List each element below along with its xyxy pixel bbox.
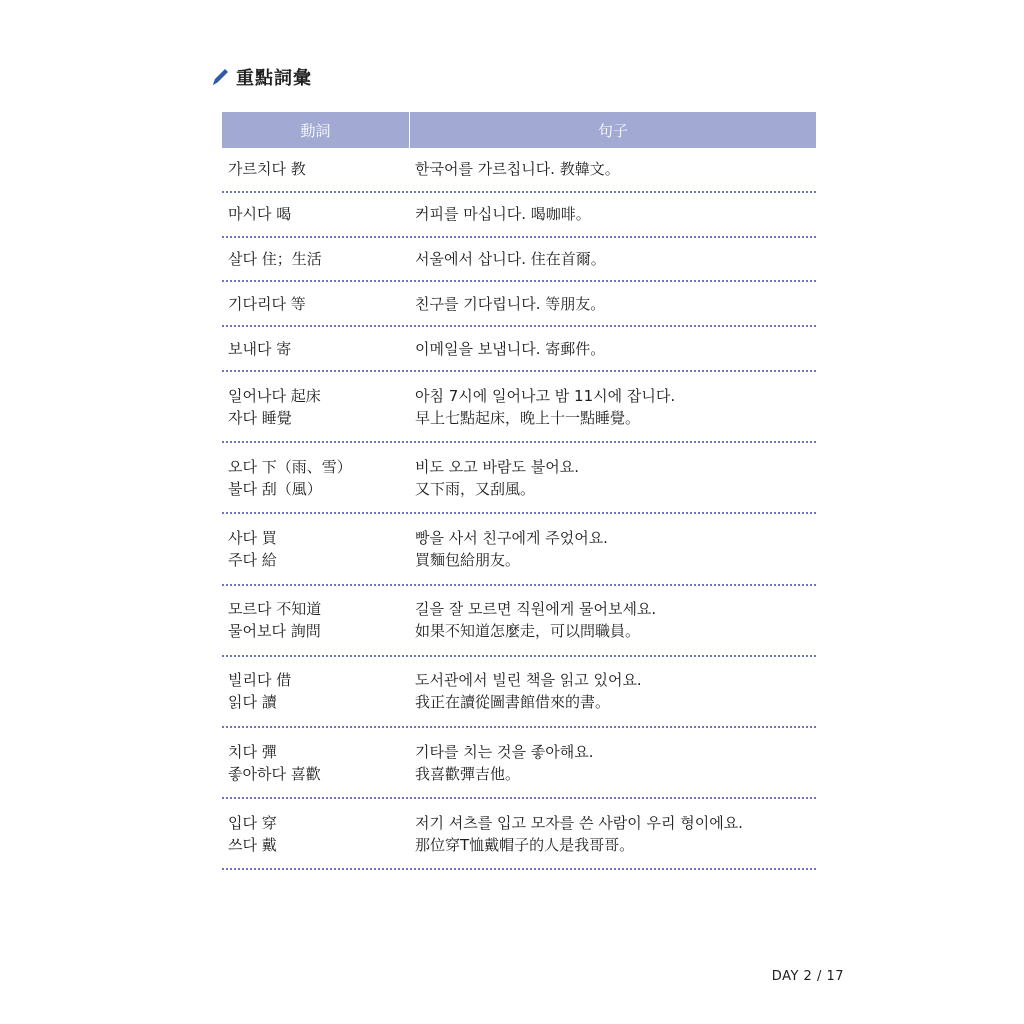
verb-cell: [222, 598, 410, 642]
sentence-cell: [410, 741, 816, 785]
table-row: [222, 372, 816, 443]
sentence-text: 又下雨，又刮風。: [415, 479, 536, 498]
table-row: [222, 327, 816, 372]
sentence-cell: [410, 669, 816, 713]
sentence-text: 저기 셔츠를 입고 모자를 쓴 사람이 우리 형이에요.: [415, 813, 743, 832]
verb-cell: [222, 669, 410, 713]
sentence-text: 買麵包給朋友。: [415, 550, 521, 569]
header-verb: 動詞: [300, 121, 331, 140]
verb-text: 살다 住；生活: [228, 249, 322, 268]
table-row: [222, 799, 816, 870]
sentence-text: 早上七點起床，晚上十一點睡覺。: [415, 408, 641, 427]
section-title-text: 重點詞彙: [236, 68, 312, 89]
header-sentence: 句子: [597, 121, 628, 140]
sentence-text: 我正在讀從圖書館借來的書。: [415, 693, 611, 712]
sentence-text: 서울에서 삽니다. 住在首爾。: [415, 249, 606, 268]
sentence-text: 한국어를 가르칩니다. 教韓文。: [415, 160, 620, 179]
sentence-text: 길을 잘 모르면 직원에게 물어보세요.: [415, 600, 657, 619]
verb-text: 물어보다 詢問: [228, 622, 321, 641]
verb-text: 쓰다 戴: [228, 835, 277, 854]
sentence-cell: [410, 456, 816, 500]
sentence-text: 도서관에서 빌린 책을 읽고 있어요.: [415, 671, 642, 690]
table-header-row: [222, 112, 816, 148]
table-row: [222, 728, 816, 799]
sentence-cell: [410, 338, 816, 360]
verb-text: 주다 給: [228, 550, 277, 569]
table-row: [222, 193, 816, 238]
verb-text: 사다 買: [228, 528, 277, 547]
sentence-text: 비도 오고 바람도 불어요.: [415, 457, 579, 476]
table-body: [222, 148, 816, 870]
sentence-text: 如果不知道怎麼走，可以問職員。: [415, 622, 641, 641]
sentence-text: 커피를 마십니다. 喝咖啡。: [415, 205, 591, 224]
verb-text: 기다리다 等: [228, 294, 306, 313]
sentence-cell: [410, 293, 816, 315]
pencil-icon: [210, 66, 230, 88]
verb-cell: [222, 158, 410, 180]
table-row: [222, 282, 816, 327]
verb-cell: [222, 456, 410, 500]
verb-cell: [222, 527, 410, 571]
verb-text: 자다 睡覺: [228, 408, 292, 427]
verb-cell: [222, 203, 410, 225]
sentence-text: 친구를 기다립니다. 等朋友。: [415, 294, 606, 313]
sentence-cell: [410, 158, 816, 180]
sentence-text: 이메일을 보냅니다. 寄郵件。: [415, 339, 606, 358]
sentence-text: 아침 7시에 일어나고 밤 11시에 잡니다.: [415, 386, 676, 405]
table-row: [222, 148, 816, 193]
verb-text: 빌리다 借: [228, 671, 292, 690]
table-row: [222, 586, 816, 657]
verb-cell: [222, 741, 410, 785]
sentence-cell: [410, 527, 816, 571]
sentence-cell: [410, 598, 816, 642]
verb-text: 치다 彈: [228, 742, 277, 761]
table-row: [222, 514, 816, 585]
sentence-cell: [410, 203, 816, 225]
verb-text: 보내다 寄: [228, 339, 292, 358]
page-number: DAY 2 / 17: [771, 969, 844, 984]
sentence-text: 那位穿T恤戴帽子的人是我哥哥。: [415, 835, 635, 854]
vocabulary-table: [222, 112, 816, 870]
table-row: [222, 443, 816, 514]
sentence-text: 我喜歡彈吉他。: [415, 764, 521, 783]
verb-cell: [222, 338, 410, 360]
verb-cell: [222, 293, 410, 315]
sentence-cell: [410, 385, 816, 429]
sentence-text: 기타를 치는 것을 좋아해요.: [415, 742, 594, 761]
verb-text: 일어나다 起床: [228, 386, 321, 405]
verb-text: 모르다 不知道: [228, 600, 322, 619]
sentence-text: 빵을 사서 친구에게 주었어요.: [415, 528, 608, 547]
sentence-cell: [410, 248, 816, 270]
verb-text: 좋아하다 喜歡: [228, 764, 321, 783]
table-row: [222, 238, 816, 283]
sentence-cell: [410, 812, 816, 856]
verb-text: 읽다 讀: [228, 693, 277, 712]
verb-text: 입다 穿: [228, 813, 277, 832]
verb-text: 마시다 喝: [228, 205, 292, 224]
verb-text: 가르치다 教: [228, 160, 306, 179]
table-row: [222, 657, 816, 728]
verb-cell: [222, 385, 410, 429]
verb-cell: [222, 248, 410, 270]
section-title: [210, 62, 312, 92]
verb-cell: [222, 812, 410, 856]
verb-text: 오다 下（雨、雪）: [228, 457, 352, 476]
verb-text: 불다 刮（風）: [228, 479, 322, 498]
